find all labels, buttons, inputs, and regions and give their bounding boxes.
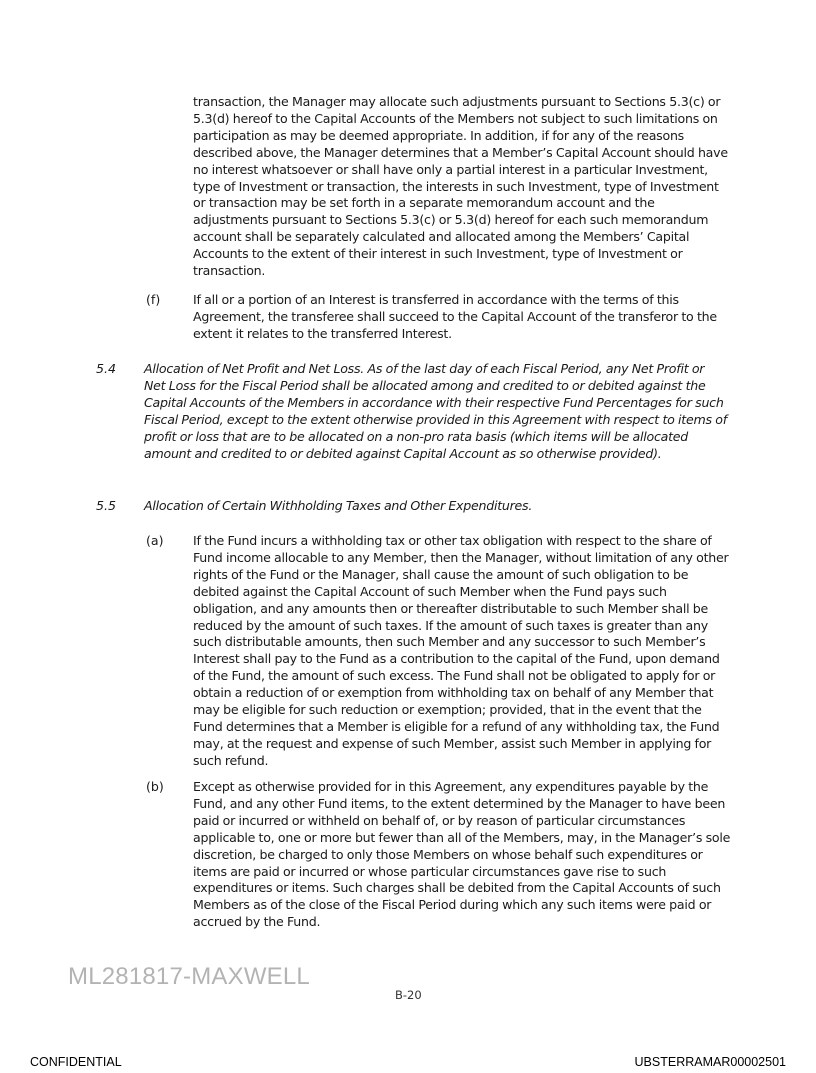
bates-watermark: ML281817-MAXWELL	[68, 963, 310, 990]
confidential-label: CONFIDENTIAL	[30, 1055, 122, 1069]
page-number: B-20	[395, 988, 422, 1002]
section-5-5-title: Allocation of Certain Withholding Taxes and Other Expenditures.	[144, 498, 533, 513]
subsection-b-text: Except as otherwise provided for in this Agreement, any expenditures payable by the Fund, and any other Fund items, to the extent determined by the Manager to have been paid or incurred or withheld on behalf of, or by reason of particular circumstances applicable to, one or more but fewer than all of the Members, may, in the Manager’s sole discretion, be charged to only those Members on whose behalf such expenditures or items are paid or incurred or whose particular circumstances gave rise to such expenditures or items. Such charges shall be debited from the Capital Accounts of such Members as of the close of the Fiscal Period during which any such items were paid or accrued by the Fund.	[193, 779, 731, 930]
subsection-a-text: If the Fund incurs a withholding tax or other tax obligation with respect to the share of Fund income allocable to any Member, then the Manager, without limitation of any other rights of the Fund or the Manager, shall cause the amount of such obligation to be debited against the Capital Account of such Member when the Fund pays such obligation, and any amounts then or thereafter distributable to such Member shall be reduced by the amount of such taxes. If the amount of such taxes is greater than any such distributable amounts, then such Member and any successor to such Member’s Interest shall pay to the Fund as a contribution to the capital of the Fund, upon demand of the Fund, the amount of such excess. The Fund shall not be obligated to apply for or obtain a reduction of or exemption from withholding tax on behalf of any Member that may be eligible for such reduction or exemption; provided, that in the event that the Fund determines that a Member is eligible for a refund of any withholding tax, the Fund may, at the request and expense of such Member, assist such Member in applying for such refund.	[193, 533, 729, 768]
subsection-f-label: (f)	[146, 292, 161, 307]
subsection-f-text: If all or a portion of an Interest is transferred in accordance with the terms of this Agreement, the transferee shall succeed to the Capital Account of the transferor to the extent it relates to the transferred Interest.	[193, 292, 717, 341]
section-5-3-e-continuation: transaction, the Manager may allocate such adjustments pursuant to Sections 5.3(c) or 5.3(d) hereof to the Capital Accounts of the Members not subject to such limitations on participation as may be deemed appropriate. In addition, if for any of the reasons described above, the Manager determines that a Member’s Capital Account should have no interest whatsoever or shall have only a partial interest in a particular Investment, type of Investment or transaction, the interests in such Investment, type of Investment or transaction may be set forth in a separate memorandum account and the adjustments pursuant to Sections 5.3(c) or 5.3(d) hereof for each such memorandum account shall be separately calculated and allocated among the Members’ Capital Accounts to the extent of their interest in such Investment, type of Investment or transaction.	[193, 94, 728, 279]
section-5-5-number: 5.5	[96, 498, 117, 513]
section-5-4-number: 5.4	[96, 361, 117, 376]
section-5-4-text: Allocation of Net Profit and Net Loss. As of the last day of each Fiscal Period, any Net Profit or Net Loss for the Fiscal Period shall be allocated among and credited to or debited against the Capital Accounts of the Members in accordance with their respective Fund Percentages for such Fiscal Period, except to the extent otherwise provided in this Agreement with respect to items of profit or loss that are to be allocated on a non-pro rata basis (which items will be allocated amount and credited to or debited against Capital Account as so otherwise provided).	[144, 361, 727, 461]
bates-number: UBSTERRAMAR00002501	[634, 1055, 786, 1069]
subsection-b-label: (b)	[146, 779, 164, 794]
subsection-a-label: (a)	[146, 533, 164, 548]
